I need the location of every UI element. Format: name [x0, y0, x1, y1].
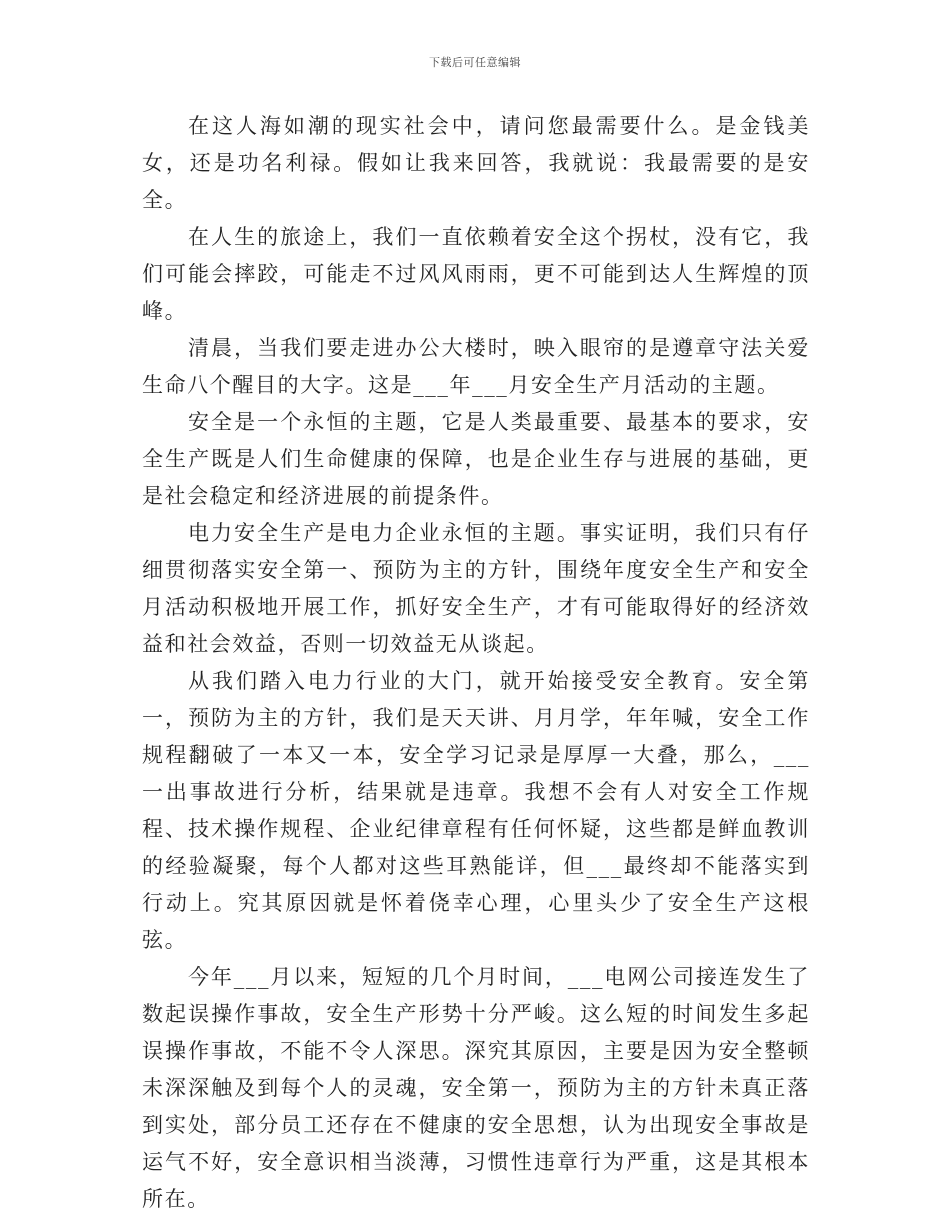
- document-body: [142, 108, 810, 1218]
- paragraph: 今年___月以来，短短的几个月时间，___电网公司接连发生了数起误操作事故，安全生产形势十分严峻。这么短的时间发生多起误操作事故，不能不令人深思。深究其原因，主要是因为安全整顿未深深触及到每个人的灵魂，安全第一，预防为主的方针未真正落到实处，部分员工还存在不健康的安全思想，认为出现安全事故是运气不好，安全意识相当淡薄，习惯性违章行为严重，这是其根本所在。: [142, 965, 810, 1211]
- paragraph: 电力安全生产是电力企业永恒的主题。事实证明，我们只有仔细贯彻落实安全第一、预防为主的方针，围绕年度安全生产和安全月活动积极地开展工作，抓好安全生产，才有可能取得好的经济效益和社会效益，否则一切效益无从谈起。: [142, 521, 810, 656]
- paragraph: 清晨，当我们要走进办公大楼时，映入眼帘的是遵章守法关爱生命八个醒目的大字。这是___年___月安全生产月活动的主题。: [142, 336, 810, 397]
- paragraph: 安全是一个永恒的主题，它是人类最重要、最基本的要求，安全生产既是人们生命健康的保障，也是企业生存与进展的基础，更是社会稳定和经济进展的前提条件。: [142, 410, 810, 508]
- paragraph: 在这人海如潮的现实社会中，请问您最需要什么。是金钱美女，还是功名利禄。假如让我来回答，我就说：我最需要的是安全。: [142, 114, 810, 212]
- paragraph: 从我们踏入电力行业的大门，就开始接受安全教育。安全第一，预防为主的方针，我们是天天讲、月月学，年年喊，安全工作规程翻破了一本又一本，安全学习记录是厚厚一大叠，那么，___一出事故进行分析，结果就是违章。我想不会有人对安全工作规程、技术操作规程、企业纪律章程有任何怀疑，这些都是鲜血教训的经验凝聚，每个人都对这些耳熟能详，但___最终却不能落实到行动上。究其原因就是怀着侥幸心理，心里头少了安全生产这根弦。: [142, 669, 810, 952]
- paragraph: 在人生的旅途上，我们一直依赖着安全这个拐杖，没有它，我们可能会摔跤，可能走不过风风雨雨，更不可能到达人生辉煌的顶峰。: [142, 225, 810, 323]
- header-note: 下载后可任意编辑: [429, 56, 521, 69]
